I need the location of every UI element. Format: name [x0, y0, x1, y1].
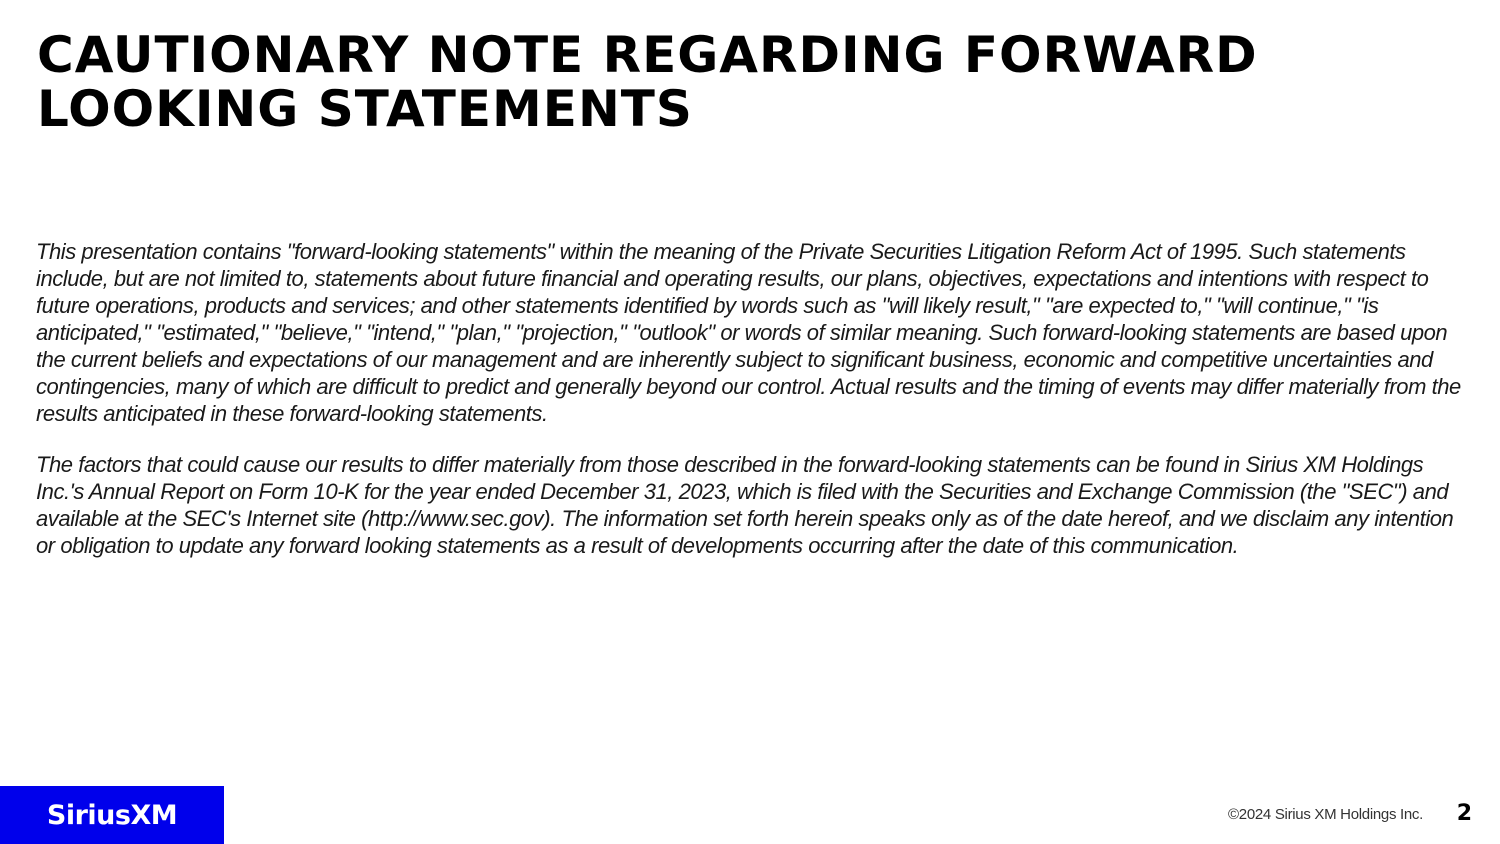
siriusxm-logo — [0, 786, 224, 844]
logo-wordmark: SiriusXM — [46, 799, 178, 831]
page-number: 2 — [1456, 801, 1472, 826]
slide-title: CAUTIONARY NOTE REGARDING FORWARD LOOKING STATEMENTS — [37, 26, 1258, 138]
disclaimer-paragraph-1: This presentation contains "forward-looking statements" within the meaning of the Private Securities Litigation Reform Act of 1995. Such statements include, but are not limited to, statements about future financial and operating results, our plans, objectives, expectations and intentions with respect to future operations, products and services; and other statements identified by words such as "will likely result," "are expected to," "will continue," "is anticipated," "estimated," "believe," "intend," "plan," "projection," "outlook" or words of similar meaning. Such forward-looking statements are based upon the current beliefs and expectations of our management and are inherently subject to significant business, economic and competitive uncertainties and contingencies, many of which are difficult to predict and generally beyond our control. Actual results and the timing of events may differ materially from the results anticipated in these forward-looking statements. — [36, 239, 1461, 426]
copyright-notice: ©2024 Sirius XM Holdings Inc. — [1228, 806, 1423, 823]
disclaimer-paragraph-2: The factors that could cause our results to differ materially from those described in the forward-looking statements can be found in Sirius XM Holdings Inc.'s Annual Report on Form 10-K for the year ended December 31, 2023, which is filed with the Securities and Exchange Commission (the "SEC") and available at the SEC's Internet site (http://www.sec.gov). The information set forth herein speaks only as of the date hereof, and we disclaim any intention or obligation to update any forward looking statements as a result of developments occurring after the date of this communication. — [36, 452, 1454, 558]
disclaimer-body — [36, 238, 1468, 559]
